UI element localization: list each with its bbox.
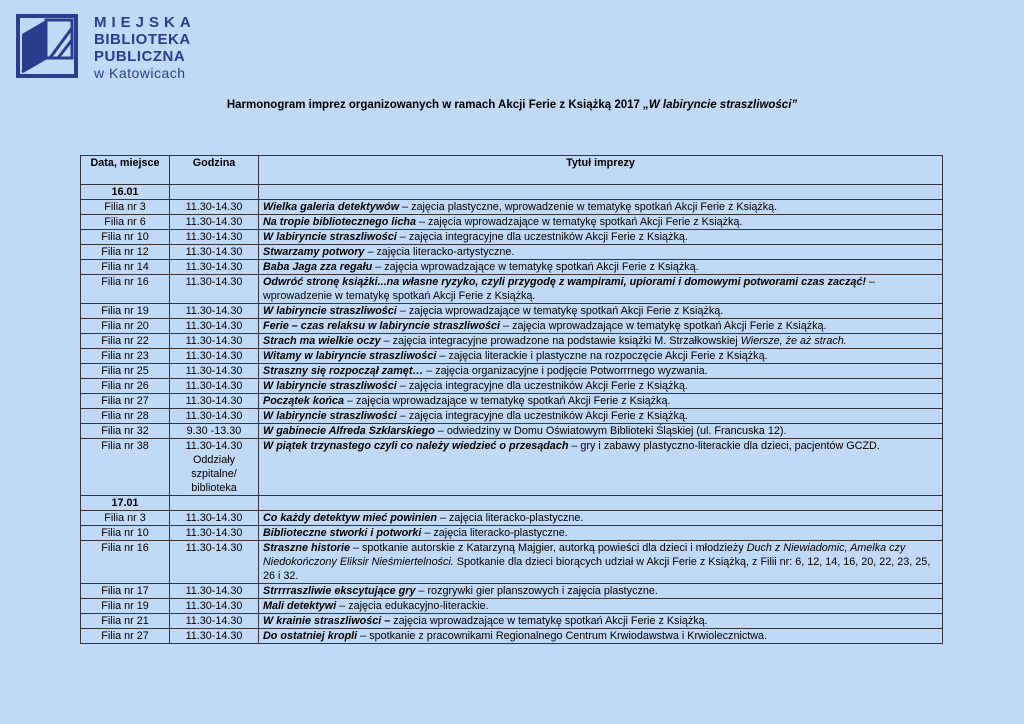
logo-wordmark bbox=[94, 14, 196, 82]
header-time: Godzina bbox=[170, 156, 259, 185]
event-cell bbox=[259, 584, 943, 599]
time-value: 11.30-14.30 bbox=[185, 395, 243, 407]
event-name: Straszny się rozpoczął zamęt… bbox=[263, 365, 424, 377]
event-description: – zajęcia literacko-plastyczne. bbox=[437, 512, 584, 524]
event-name: Biblioteczne stworki i potworki bbox=[263, 527, 422, 539]
place-cell: Filia nr 12 bbox=[81, 245, 170, 260]
title-theme: „W labiryncie straszliwości” bbox=[643, 99, 798, 111]
time-cell bbox=[170, 364, 259, 379]
table-row bbox=[81, 599, 943, 614]
time-cell bbox=[170, 394, 259, 409]
time-cell bbox=[170, 541, 259, 584]
place-cell: Filia nr 27 bbox=[81, 394, 170, 409]
place-cell: Filia nr 25 bbox=[81, 364, 170, 379]
event-description-italic: Duch z Niewiadomic, Amelka czy Niedokończony Eliksir Nieśmiertelności. bbox=[263, 542, 906, 568]
time-value: 11.30-14.30 bbox=[185, 585, 243, 597]
place-cell: Filia nr 16 bbox=[81, 275, 170, 304]
table-row bbox=[81, 424, 943, 439]
event-name: W krainie straszliwości – bbox=[263, 615, 391, 627]
table-row bbox=[81, 614, 943, 629]
time-cell bbox=[170, 200, 259, 215]
event-description: – zajęcia wprowadzające w tematykę spotkań Akcji Ferie z Książką. bbox=[415, 216, 743, 228]
library-logo bbox=[16, 14, 216, 86]
event-name: Ferie – czas relaksu w labiryncie straszliwości bbox=[263, 320, 501, 332]
event-description-tail: Spotkanie dla dzieci biorących udział w Akcji Ferie z Książką, z Filii nr: 6, 12, 14, 16, 20, 22, 23, 25, 26 i 32. bbox=[263, 556, 931, 582]
date-row bbox=[81, 185, 943, 200]
place-cell: Filia nr 38 bbox=[81, 439, 170, 496]
time-cell bbox=[170, 304, 259, 319]
time-cell bbox=[170, 409, 259, 424]
time-value: 11.30-14.30 bbox=[185, 216, 243, 228]
time-value: 11.30-14.30 bbox=[185, 246, 243, 258]
place-cell: Filia nr 17 bbox=[81, 584, 170, 599]
table-row bbox=[81, 349, 943, 364]
time-cell bbox=[170, 349, 259, 364]
time-cell bbox=[170, 526, 259, 541]
place-cell: Filia nr 6 bbox=[81, 215, 170, 230]
event-cell bbox=[259, 334, 943, 349]
time-value: 11.30-14.30 bbox=[185, 380, 243, 392]
schedule-table bbox=[80, 155, 943, 644]
event-description: – zajęcia literackie i plastyczne na rozpoczęcie Akcji Ferie z Książką. bbox=[436, 350, 768, 362]
event-name: Straszne historie bbox=[263, 542, 351, 554]
time-value: 11.30-14.30 bbox=[185, 410, 243, 422]
event-description: – zajęcia wprowadzające w tematykę spotkań Akcji Ferie z Książką. bbox=[396, 305, 724, 317]
table-row bbox=[81, 260, 943, 275]
table-row bbox=[81, 200, 943, 215]
time-value: 11.30-14.30 bbox=[185, 527, 243, 539]
book-logo-icon bbox=[16, 14, 80, 80]
logo-line-3: PUBLICZNA bbox=[94, 48, 186, 65]
place-cell: Filia nr 14 bbox=[81, 260, 170, 275]
time-value: 11.30-14.30 bbox=[185, 365, 243, 377]
time-cell bbox=[170, 614, 259, 629]
event-cell bbox=[259, 511, 943, 526]
time-cell bbox=[170, 215, 259, 230]
table-row bbox=[81, 526, 943, 541]
table-row bbox=[81, 304, 943, 319]
time-value: 9.30 -13.30 bbox=[186, 425, 242, 437]
place-cell: Filia nr 28 bbox=[81, 409, 170, 424]
place-cell: Filia nr 3 bbox=[81, 200, 170, 215]
table-row bbox=[81, 439, 943, 496]
event-cell bbox=[259, 439, 943, 496]
time-value: 11.30-14.30 bbox=[185, 350, 243, 362]
event-cell bbox=[259, 409, 943, 424]
logo-line-1: MIEJSKA bbox=[94, 14, 196, 31]
time-value: 11.30-14.30 bbox=[185, 630, 243, 642]
time-cell bbox=[170, 424, 259, 439]
time-cell bbox=[170, 260, 259, 275]
event-name: Na tropie bibliotecznego licha bbox=[263, 216, 416, 228]
event-cell bbox=[259, 200, 943, 215]
event-cell bbox=[259, 275, 943, 304]
event-description: – zajęcia literacko-plastyczne. bbox=[421, 527, 568, 539]
event-cell bbox=[259, 541, 943, 584]
event-name: Odwróć stronę książki...na własne ryzyko, czyli przygodę z wampirami, upiorami i domowymi potworami czas zacząć! bbox=[263, 276, 867, 288]
event-description: – zajęcia edukacyjno-literackie. bbox=[336, 600, 489, 612]
event-name: Strach ma wielkie oczy bbox=[263, 335, 381, 347]
empty-cell bbox=[259, 496, 943, 511]
event-description: – zajęcia integracyjne dla uczestników Akcji Ferie z Książką. bbox=[396, 380, 688, 392]
time-value: 11.30-14.30 bbox=[185, 542, 243, 554]
event-description: – zajęcia integracyjne prowadzone na podstawie książki M. Strzałkowskiej bbox=[380, 335, 741, 347]
place-cell: Filia nr 10 bbox=[81, 230, 170, 245]
event-name: W piątek trzynastego czyli co należy wiedzieć o przesądach bbox=[263, 440, 569, 452]
event-description: – zajęcia organizacyjne i podjęcie Potworrrnego wyzwania. bbox=[423, 365, 708, 377]
time-value: 11.30-14.30 bbox=[185, 201, 243, 213]
place-cell: Filia nr 22 bbox=[81, 334, 170, 349]
event-cell bbox=[259, 304, 943, 319]
table-row bbox=[81, 364, 943, 379]
empty-cell bbox=[170, 496, 259, 511]
time-cell bbox=[170, 511, 259, 526]
place-cell: Filia nr 10 bbox=[81, 526, 170, 541]
event-cell bbox=[259, 394, 943, 409]
place-cell: Filia nr 19 bbox=[81, 304, 170, 319]
event-cell bbox=[259, 364, 943, 379]
event-description: – zajęcia wprowadzające w tematykę spotkań Akcji Ferie z Książką. bbox=[344, 395, 671, 407]
event-cell bbox=[259, 526, 943, 541]
event-name: W labiryncie straszliwości bbox=[263, 231, 397, 243]
place-cell: Filia nr 27 bbox=[81, 629, 170, 644]
date-cell: 16.01 bbox=[81, 185, 170, 200]
table-row bbox=[81, 511, 943, 526]
event-cell bbox=[259, 599, 943, 614]
time-cell bbox=[170, 584, 259, 599]
time-value: 11.30-14.30 bbox=[185, 335, 243, 347]
event-cell bbox=[259, 349, 943, 364]
event-name: Stwarzamy potwory bbox=[263, 246, 365, 258]
event-cell bbox=[259, 215, 943, 230]
table-row bbox=[81, 319, 943, 334]
event-description: – zajęcia integracyjne dla uczestników Akcji Ferie z Książką. bbox=[396, 410, 688, 422]
document-title bbox=[0, 99, 1024, 111]
event-description: – spotkanie z pracownikami Regionalnego Centrum Krwiodawstwa i Krwiolecznictwa. bbox=[357, 630, 768, 642]
table-row bbox=[81, 584, 943, 599]
time-value: 11.30-14.30 bbox=[185, 261, 243, 273]
empty-cell bbox=[170, 185, 259, 200]
table-row bbox=[81, 334, 943, 349]
event-cell bbox=[259, 424, 943, 439]
date-row bbox=[81, 496, 943, 511]
logo-line-2: BIBLIOTEKA bbox=[94, 31, 191, 48]
empty-cell bbox=[259, 185, 943, 200]
event-description: – wprowadzenie w tematykę spotkań Akcji Ferie z Książką. bbox=[263, 276, 876, 302]
event-description: – odwiedziny w Domu Oświatowym Biblioteki Śląskiej (ul. Francuska 12). bbox=[434, 425, 787, 437]
event-cell bbox=[259, 379, 943, 394]
event-name: W labiryncie straszliwości bbox=[263, 305, 397, 317]
event-cell bbox=[259, 614, 943, 629]
date-cell: 17.01 bbox=[81, 496, 170, 511]
time-cell bbox=[170, 439, 259, 496]
event-name: Wielka galeria detektywów bbox=[263, 201, 400, 213]
place-cell: Filia nr 16 bbox=[81, 541, 170, 584]
header-row bbox=[81, 156, 943, 185]
place-cell: Filia nr 32 bbox=[81, 424, 170, 439]
table-row bbox=[81, 409, 943, 424]
time-cell bbox=[170, 275, 259, 304]
time-cell bbox=[170, 599, 259, 614]
place-cell: Filia nr 21 bbox=[81, 614, 170, 629]
time-value: 11.30-14.30 bbox=[185, 231, 243, 243]
header-place: Data, miejsce bbox=[81, 156, 170, 185]
event-name: Strrrraszliwie ekscytujące gry bbox=[263, 585, 416, 597]
event-name: Początek końca bbox=[263, 395, 345, 407]
event-description: – rozgrywki gier planszowych i zajęcia plastyczne. bbox=[415, 585, 658, 597]
logo-line-4: w Katowicach bbox=[94, 65, 186, 81]
event-description: – zajęcia wprowadzające w tematykę spotkań Akcji Ferie z Książką. bbox=[372, 261, 699, 273]
time-value: 11.30-14.30 bbox=[185, 615, 243, 627]
schedule-body bbox=[81, 185, 943, 644]
time-value: 11.30-14.30 bbox=[185, 512, 243, 524]
event-name: Co każdy detektyw mieć powinien bbox=[263, 512, 437, 524]
event-name: Witamy w labiryncie straszliwości bbox=[263, 350, 437, 362]
event-description: – zajęcia integracyjne dla uczestników Akcji Ferie z Książką. bbox=[396, 231, 688, 243]
time-cell bbox=[170, 230, 259, 245]
time-value: 11.30-14.30 bbox=[185, 440, 243, 452]
time-value: 11.30-14.30 bbox=[185, 276, 243, 288]
header-event: Tytuł imprezy bbox=[259, 156, 943, 185]
table-row bbox=[81, 541, 943, 584]
time-value: 11.30-14.30 bbox=[185, 600, 243, 612]
place-cell: Filia nr 3 bbox=[81, 511, 170, 526]
event-description: – zajęcia wprowadzające w tematykę spotkań Akcji Ferie z Książką. bbox=[500, 320, 827, 332]
event-description: – zajęcia plastyczne, wprowadzenie w tematykę spotkań Akcji Ferie z Książką. bbox=[399, 201, 778, 213]
event-description: zajęcia wprowadzające w tematykę spotkań Akcji Ferie z Książką. bbox=[390, 615, 708, 627]
table-row bbox=[81, 245, 943, 260]
event-name: Do ostatniej kropli bbox=[263, 630, 358, 642]
time-cell bbox=[170, 319, 259, 334]
event-description: – spotkanie autorskie z Katarzyną Majgier, autorką powieści dla dzieci i młodzieży bbox=[350, 542, 747, 554]
table-row bbox=[81, 230, 943, 245]
event-cell bbox=[259, 230, 943, 245]
event-name: Mali detektywi bbox=[263, 600, 337, 612]
time-value: 11.30-14.30 bbox=[185, 320, 243, 332]
table-row bbox=[81, 215, 943, 230]
table-row bbox=[81, 629, 943, 644]
event-cell bbox=[259, 319, 943, 334]
event-cell bbox=[259, 629, 943, 644]
table-row bbox=[81, 379, 943, 394]
event-name: Baba Jaga zza regału bbox=[263, 261, 373, 273]
place-cell: Filia nr 19 bbox=[81, 599, 170, 614]
time-note: Oddziały szpitalne/ biblioteka bbox=[191, 454, 237, 494]
place-cell: Filia nr 20 bbox=[81, 319, 170, 334]
event-name: W labiryncie straszliwości bbox=[263, 410, 397, 422]
title-prefix: Harmonogram imprez organizowanych w ramach Akcji Ferie z Książką 2017 bbox=[226, 99, 644, 111]
time-cell bbox=[170, 379, 259, 394]
time-cell bbox=[170, 245, 259, 260]
event-name: W labiryncie straszliwości bbox=[263, 380, 397, 392]
place-cell: Filia nr 26 bbox=[81, 379, 170, 394]
time-cell bbox=[170, 629, 259, 644]
event-description: – gry i zabawy plastyczno-literackie dla dzieci, pacjentów GCZD. bbox=[568, 440, 880, 452]
place-cell: Filia nr 23 bbox=[81, 349, 170, 364]
table-row bbox=[81, 275, 943, 304]
table-row bbox=[81, 394, 943, 409]
event-description: – zajęcia literacko-artystyczne. bbox=[364, 246, 515, 258]
time-cell bbox=[170, 334, 259, 349]
time-value: 11.30-14.30 bbox=[185, 305, 243, 317]
event-cell bbox=[259, 260, 943, 275]
event-name: W gabinecie Alfreda Szklarskiego bbox=[263, 425, 435, 437]
event-description-italic: Wiersze, że aż strach. bbox=[740, 335, 847, 347]
event-cell bbox=[259, 245, 943, 260]
